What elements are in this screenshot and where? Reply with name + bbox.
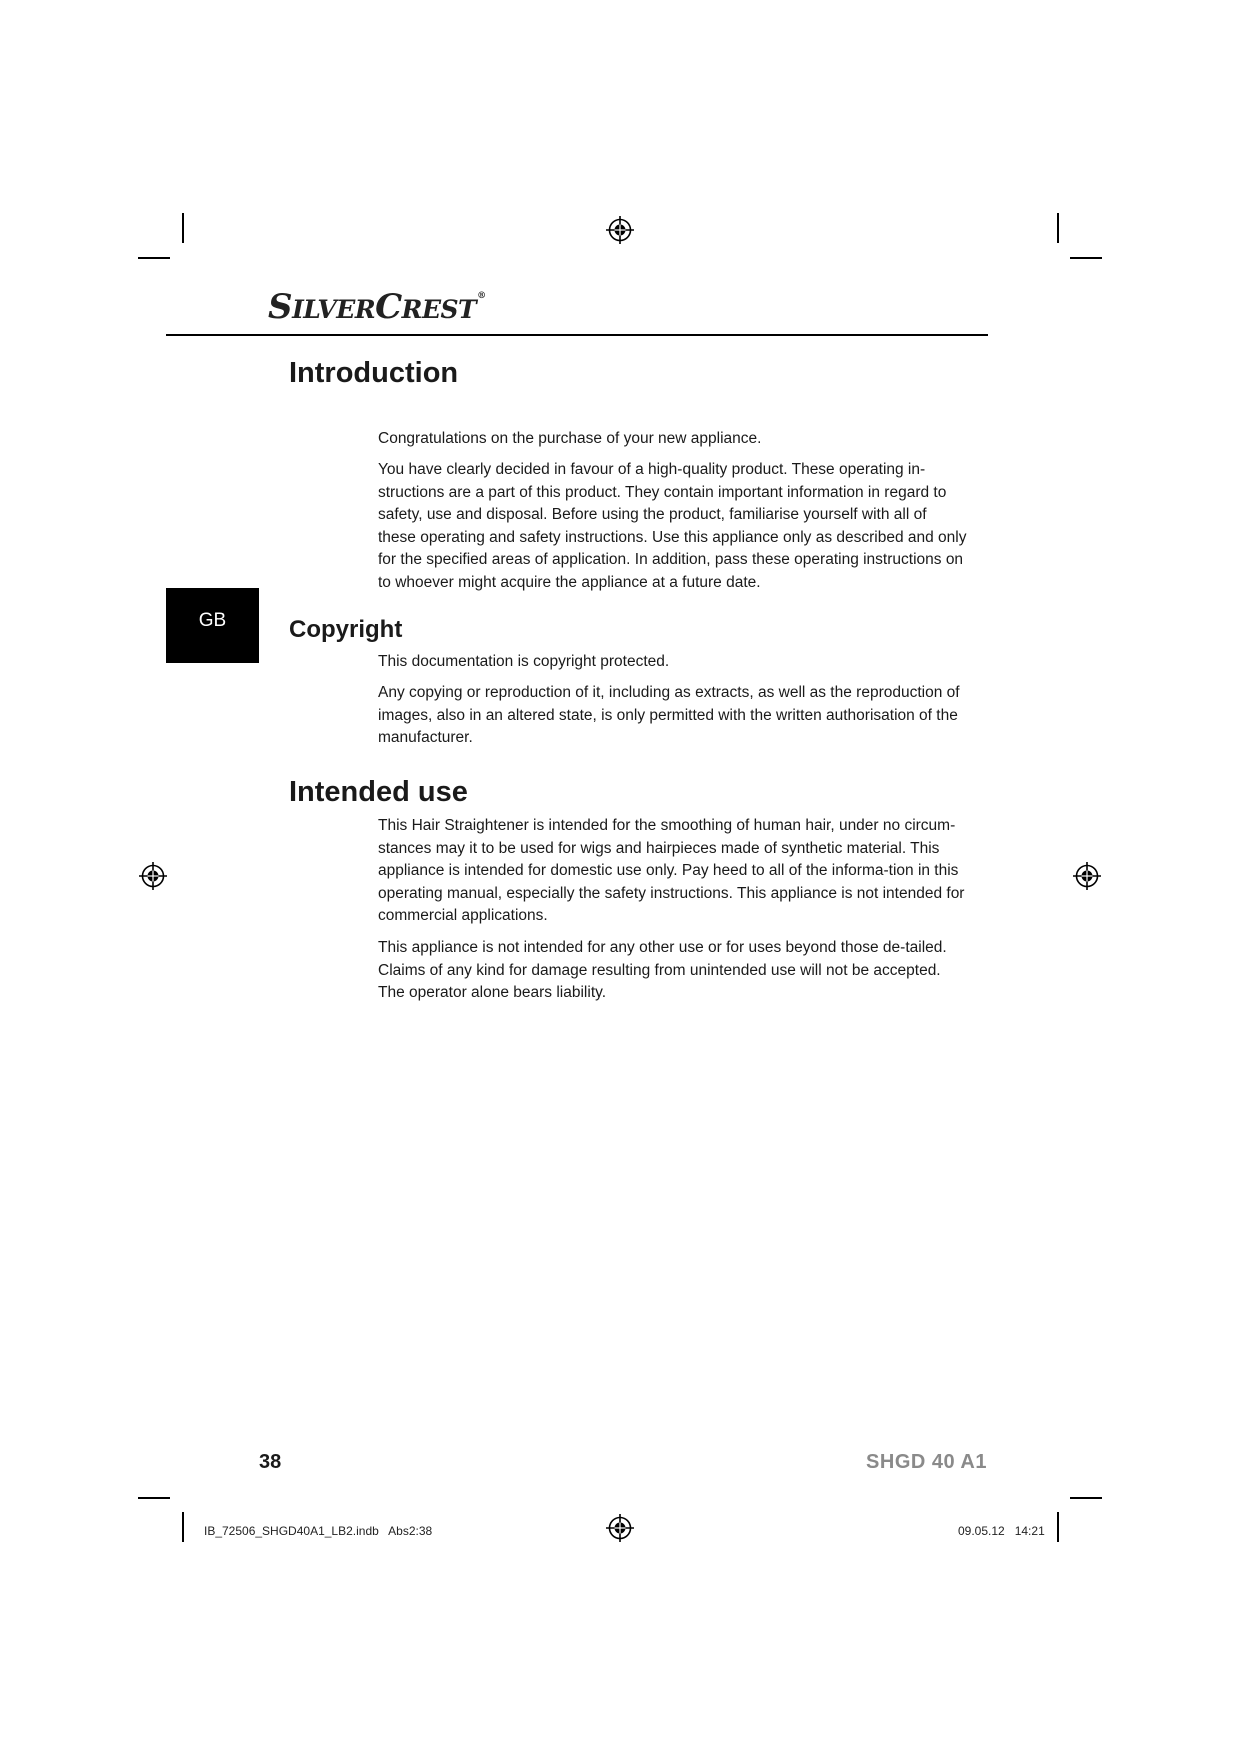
registration-mark-icon <box>139 862 167 890</box>
crop-mark-icon <box>1070 1497 1102 1499</box>
logo-letter: S <box>268 287 293 327</box>
print-file-info: IB_72506_SHGD40A1_LB2.indb Abs2:38 <box>204 1524 433 1538</box>
model-number: SHGD 40 A1 <box>866 1451 987 1473</box>
language-tab <box>166 588 259 663</box>
crop-mark-icon <box>182 1512 184 1542</box>
logo-letters: ILVER <box>292 295 376 324</box>
section-title-introduction: Introduction <box>289 357 459 389</box>
crop-mark-icon <box>1070 257 1102 259</box>
intended-use-paragraph: This appliance is not intended for any other use or for uses beyond those de-tailed. Claims of any kind for damage resulting from unintended use will not be accepted. The operator alone bears liability. <box>378 939 947 1002</box>
crop-mark-icon <box>1057 213 1059 243</box>
section-title-copyright: Copyright <box>289 616 403 643</box>
crop-mark-icon <box>138 257 170 259</box>
language-tab-label: GB <box>198 610 227 631</box>
logo-letters: REST <box>401 295 477 324</box>
copyright-paragraph: Any copying or reproduction of it, including as extracts, as well as the reproduction of images, also in an altered state, is only permitted with the written authorisation of the manufacturer. <box>378 684 960 747</box>
header-rule <box>166 334 988 336</box>
introduction-paragraph: Congratulations on the purchase of your new appliance. <box>378 430 762 447</box>
registration-mark-icon <box>1073 862 1101 890</box>
silvercrest-logo <box>268 287 486 327</box>
print-date-info: 09.05.12 14:21 <box>958 1524 1045 1538</box>
page-number: 38 <box>259 1451 282 1473</box>
section-title-intended-use: Intended use <box>289 776 468 808</box>
introduction-paragraph: You have clearly decided in favour of a high-quality product. These operating in-structions are a part of this product. They contain important information in regard to safety, use and disposal. Before using the product, familiarise yourself with all of these operating and safety instructions. Use this appliance only as described and only for the specified areas of application. In addition, pass these operating instructions on to whoever might acquire the appliance at a future date. <box>378 461 967 591</box>
registered-trademark-icon: ® <box>477 291 486 301</box>
intended-use-paragraph: This Hair Straightener is intended for the smoothing of human hair, under no circum-stances may it to be used for wigs and hairpieces made of synthetic material. This appliance is intended for domestic use only. Pay heed to all of the informa-tion in this operating manual, especially the safety instructions. This appliance is not intended for commercial applications. <box>378 817 965 925</box>
logo-letter: C <box>375 287 402 327</box>
crop-mark-icon <box>138 1497 170 1499</box>
crop-mark-icon <box>1057 1512 1059 1542</box>
registration-mark-icon <box>606 1514 634 1542</box>
crop-mark-icon <box>182 213 184 243</box>
registration-mark-icon <box>606 216 634 244</box>
copyright-paragraph: This documentation is copyright protected. <box>378 653 670 670</box>
